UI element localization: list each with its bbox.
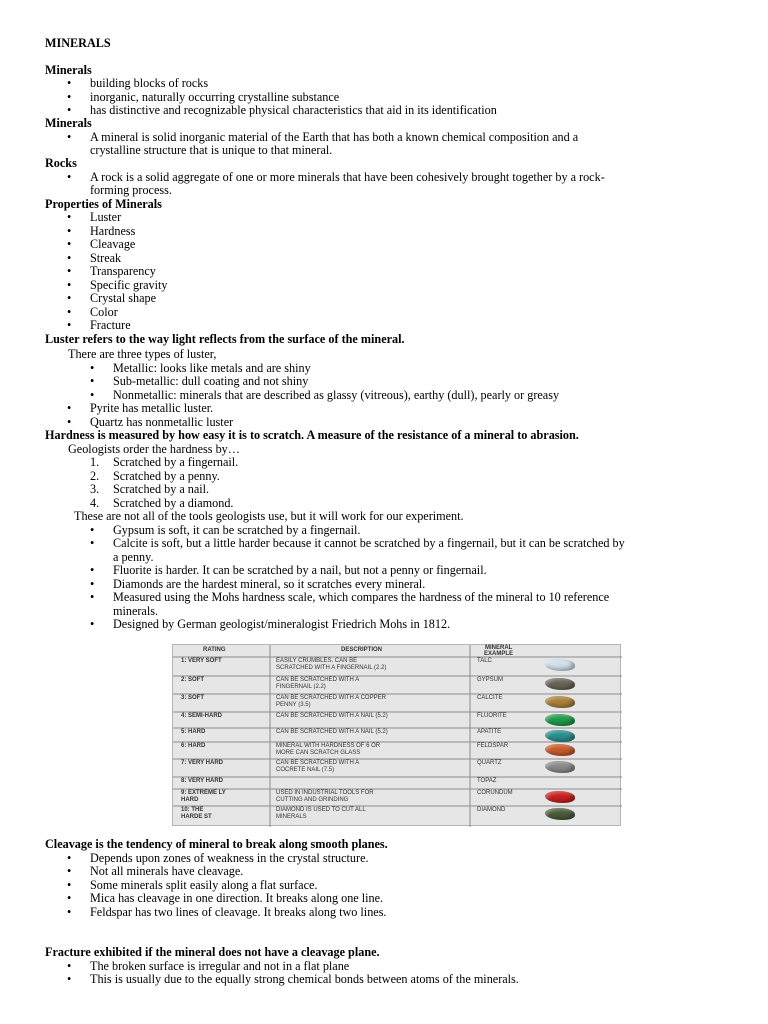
list-item: • Sub-metallic: dull coating and not shiny bbox=[113, 375, 308, 389]
table-cell-mineral: QUARTZ bbox=[477, 760, 502, 766]
list-item: • Some minerals split easily along a flat surface. bbox=[90, 879, 317, 893]
table-cell-description: CAN BE SCRATCHED WITH A bbox=[276, 760, 360, 766]
table-cell-mineral: APATITE bbox=[477, 729, 502, 735]
list-item: • This is usually due to the equally strong chemical bonds between atoms of the minerals. bbox=[90, 973, 519, 987]
item-text: Scratched by a diamond. bbox=[113, 496, 234, 510]
document-title: MINERALS bbox=[45, 36, 111, 50]
table-cell-mineral: CORUNDUM bbox=[477, 790, 513, 796]
list-item: • Transparency bbox=[90, 265, 156, 279]
list-item: • A rock is a solid aggregate of one or more minerals that have been cohesively brought together by a rock- bbox=[90, 171, 605, 185]
section-heading-minerals-definition: Minerals bbox=[45, 116, 92, 130]
list-item: • Measured using the Mohs hardness scale, which compares the hardness of the mineral to 10 reference bbox=[113, 591, 609, 605]
list-item: • inorganic, naturally occurring crystalline substance bbox=[90, 91, 339, 105]
list-item-continuation: minerals. bbox=[113, 604, 159, 618]
list-item: • Luster bbox=[90, 211, 121, 225]
section-heading-properties: Properties of Minerals bbox=[45, 197, 162, 211]
table-cell-description: CAN BE SCRATCHED WITH A NAIL (5.2) bbox=[276, 713, 388, 719]
list-item: • Fluorite is harder. It can be scratched by a nail, but not a penny or fingernail. bbox=[113, 564, 487, 578]
list-item: • Pyrite has metallic luster. bbox=[90, 402, 213, 416]
numbered-item bbox=[90, 455, 239, 470]
table-cell-mineral: CALCITE bbox=[477, 695, 503, 701]
table-cell-description: FINGERNAIL (2.2) bbox=[276, 684, 326, 690]
table-cell-rating: 9: EXTREME LY bbox=[181, 790, 226, 796]
table-cell-description: CAN BE SCRATCHED WITH A COPPER bbox=[276, 695, 386, 701]
list-item: • The broken surface is irregular and not in a flat plane bbox=[90, 960, 349, 974]
list-item-continuation: forming process. bbox=[90, 183, 172, 197]
table-header-example: EXAMPLE bbox=[484, 651, 514, 657]
section-heading-cleavage: Cleavage is the tendency of mineral to break along smooth planes. bbox=[45, 837, 388, 851]
list-item: • has distinctive and recognizable physical characteristics that aid in its identification bbox=[90, 104, 497, 118]
paragraph: Geologists order the hardness by… bbox=[68, 442, 240, 456]
table-cell-description: SCRATCHED WITH A FINGERNAIL (2.2) bbox=[276, 665, 387, 671]
list-item: • Color bbox=[90, 306, 118, 320]
list-item: • Gypsum is soft, it can be scratched by a fingernail. bbox=[113, 524, 360, 538]
numbered-item bbox=[90, 482, 210, 497]
table-cell-rating: 1: VERY SOFT bbox=[181, 658, 222, 664]
table-cell-description: MINERALS bbox=[276, 814, 307, 820]
table-cell-rating: 8: VERY HARD bbox=[181, 778, 224, 784]
list-item: • building blocks of rocks bbox=[90, 77, 208, 91]
list-item: • Mica has cleavage in one direction. It breaks along one line. bbox=[90, 892, 383, 906]
item-number: 4. bbox=[90, 496, 100, 510]
table-cell-description: PENNY (3.5) bbox=[276, 702, 311, 708]
table-cell-description: CAN BE SCRATCHED WITH A bbox=[276, 677, 360, 683]
list-item: • Calcite is soft, but a little harder because it cannot be scratched by a fingernail, but it can be scratched by bbox=[113, 537, 625, 551]
list-item: • Specific gravity bbox=[90, 279, 168, 293]
table-header-mineral: MINERAL bbox=[485, 645, 513, 651]
item-number: 2. bbox=[90, 469, 100, 483]
list-item: • Designed by German geologist/mineralogist Friedrich Mohs in 1812. bbox=[113, 618, 450, 632]
list-item: • Streak bbox=[90, 252, 121, 266]
section-heading-fracture: Fracture exhibited if the mineral does not have a cleavage plane. bbox=[45, 945, 380, 959]
table-cell-mineral: TALC bbox=[477, 658, 492, 664]
list-item-continuation: a penny. bbox=[113, 550, 154, 564]
table-cell-rating: HARD bbox=[181, 797, 199, 803]
paragraph: There are three types of luster, bbox=[68, 347, 217, 361]
table-cell-mineral: GYPSUM bbox=[477, 677, 504, 683]
list-item: • A mineral is solid inorganic material of the Earth that has both a known chemical composition and a bbox=[90, 131, 578, 145]
table-cell-description: MINERAL WITH HARDNESS OF 6 OR bbox=[276, 743, 381, 749]
table-cell-description: CUTTING AND GRINDING bbox=[276, 797, 349, 803]
table-cell-rating: HARDE ST bbox=[181, 814, 212, 820]
list-item: • Hardness bbox=[90, 225, 135, 239]
table-cell-description: CAN BE SCRATCHED WITH A NAIL (5.2) bbox=[276, 729, 388, 735]
table-cell-mineral: FLUORITE bbox=[477, 713, 507, 719]
list-item: • Crystal shape bbox=[90, 292, 156, 306]
table-cell-description: USED IN INDUSTRIAL TOOLS FOR bbox=[276, 790, 374, 796]
list-item: • Diamonds are the hardest mineral, so it scratches every mineral. bbox=[113, 578, 425, 592]
table-cell-rating: 6: HARD bbox=[181, 743, 206, 749]
list-item: • Depends upon zones of weakness in the crystal structure. bbox=[90, 852, 369, 866]
item-text: Scratched by a fingernail. bbox=[113, 455, 239, 469]
list-item: • Feldspar has two lines of cleavage. It breaks along two lines. bbox=[90, 906, 386, 920]
item-text: Scratched by a nail. bbox=[113, 482, 210, 496]
list-item: • Fracture bbox=[90, 319, 131, 333]
table-header-rating: RATING bbox=[203, 647, 226, 653]
table-cell-rating: 2: SOFT bbox=[181, 677, 205, 683]
paragraph: These are not all of the tools geologists use, but it will work for our experiment. bbox=[74, 509, 464, 523]
table-cell-mineral: TOPAZ bbox=[477, 778, 497, 784]
table-cell-description: COCRETE NAIL (7.5) bbox=[276, 767, 335, 773]
item-number: 1. bbox=[90, 455, 100, 469]
table-cell-rating: 5: HARD bbox=[181, 729, 206, 735]
item-text: Scratched by a penny. bbox=[113, 469, 220, 483]
list-item: • Metallic: looks like metals and are shiny bbox=[113, 362, 311, 376]
table-cell-description: DIAMOND IS USED TO CUT ALL bbox=[276, 807, 366, 813]
list-item: • Not all minerals have cleavage. bbox=[90, 865, 243, 879]
section-heading-luster: Luster refers to the way light reflects from the surface of the mineral. bbox=[45, 332, 405, 346]
section-heading-hardness: Hardness is measured by how easy it is to scratch. A measure of the resistance of a mineral to abrasion. bbox=[45, 428, 579, 442]
item-number: 3. bbox=[90, 482, 100, 496]
table-cell-description: EASILY CRUMBLES. CAN BE bbox=[276, 658, 358, 664]
list-item: • Quartz has nonmetallic luster bbox=[90, 416, 233, 430]
section-heading-minerals: Minerals bbox=[45, 63, 92, 77]
table-cell-rating: 7: VERY HARD bbox=[181, 760, 224, 766]
mohs-hardness-table bbox=[172, 644, 621, 826]
table-cell-rating: 3: SOFT bbox=[181, 695, 205, 701]
list-item: • Cleavage bbox=[90, 238, 135, 252]
table-header-description: DESCRIPTION bbox=[341, 647, 383, 653]
table-cell-rating: 4: SEMI-HARD bbox=[181, 713, 223, 719]
list-item-continuation: crystalline structure that is unique to that mineral. bbox=[90, 143, 333, 157]
section-heading-rocks: Rocks bbox=[45, 156, 77, 170]
table-cell-description: MORE CAN SCRATCH GLASS bbox=[276, 750, 361, 756]
table-cell-mineral: DIAMOND bbox=[477, 807, 506, 813]
list-item: • Nonmetallic: minerals that are described as glassy (vitreous), earthy (dull), pearly or greasy bbox=[113, 389, 559, 403]
table-cell-mineral: FELDSPAR bbox=[477, 743, 509, 749]
table-cell-rating: 10: THE bbox=[181, 807, 204, 813]
